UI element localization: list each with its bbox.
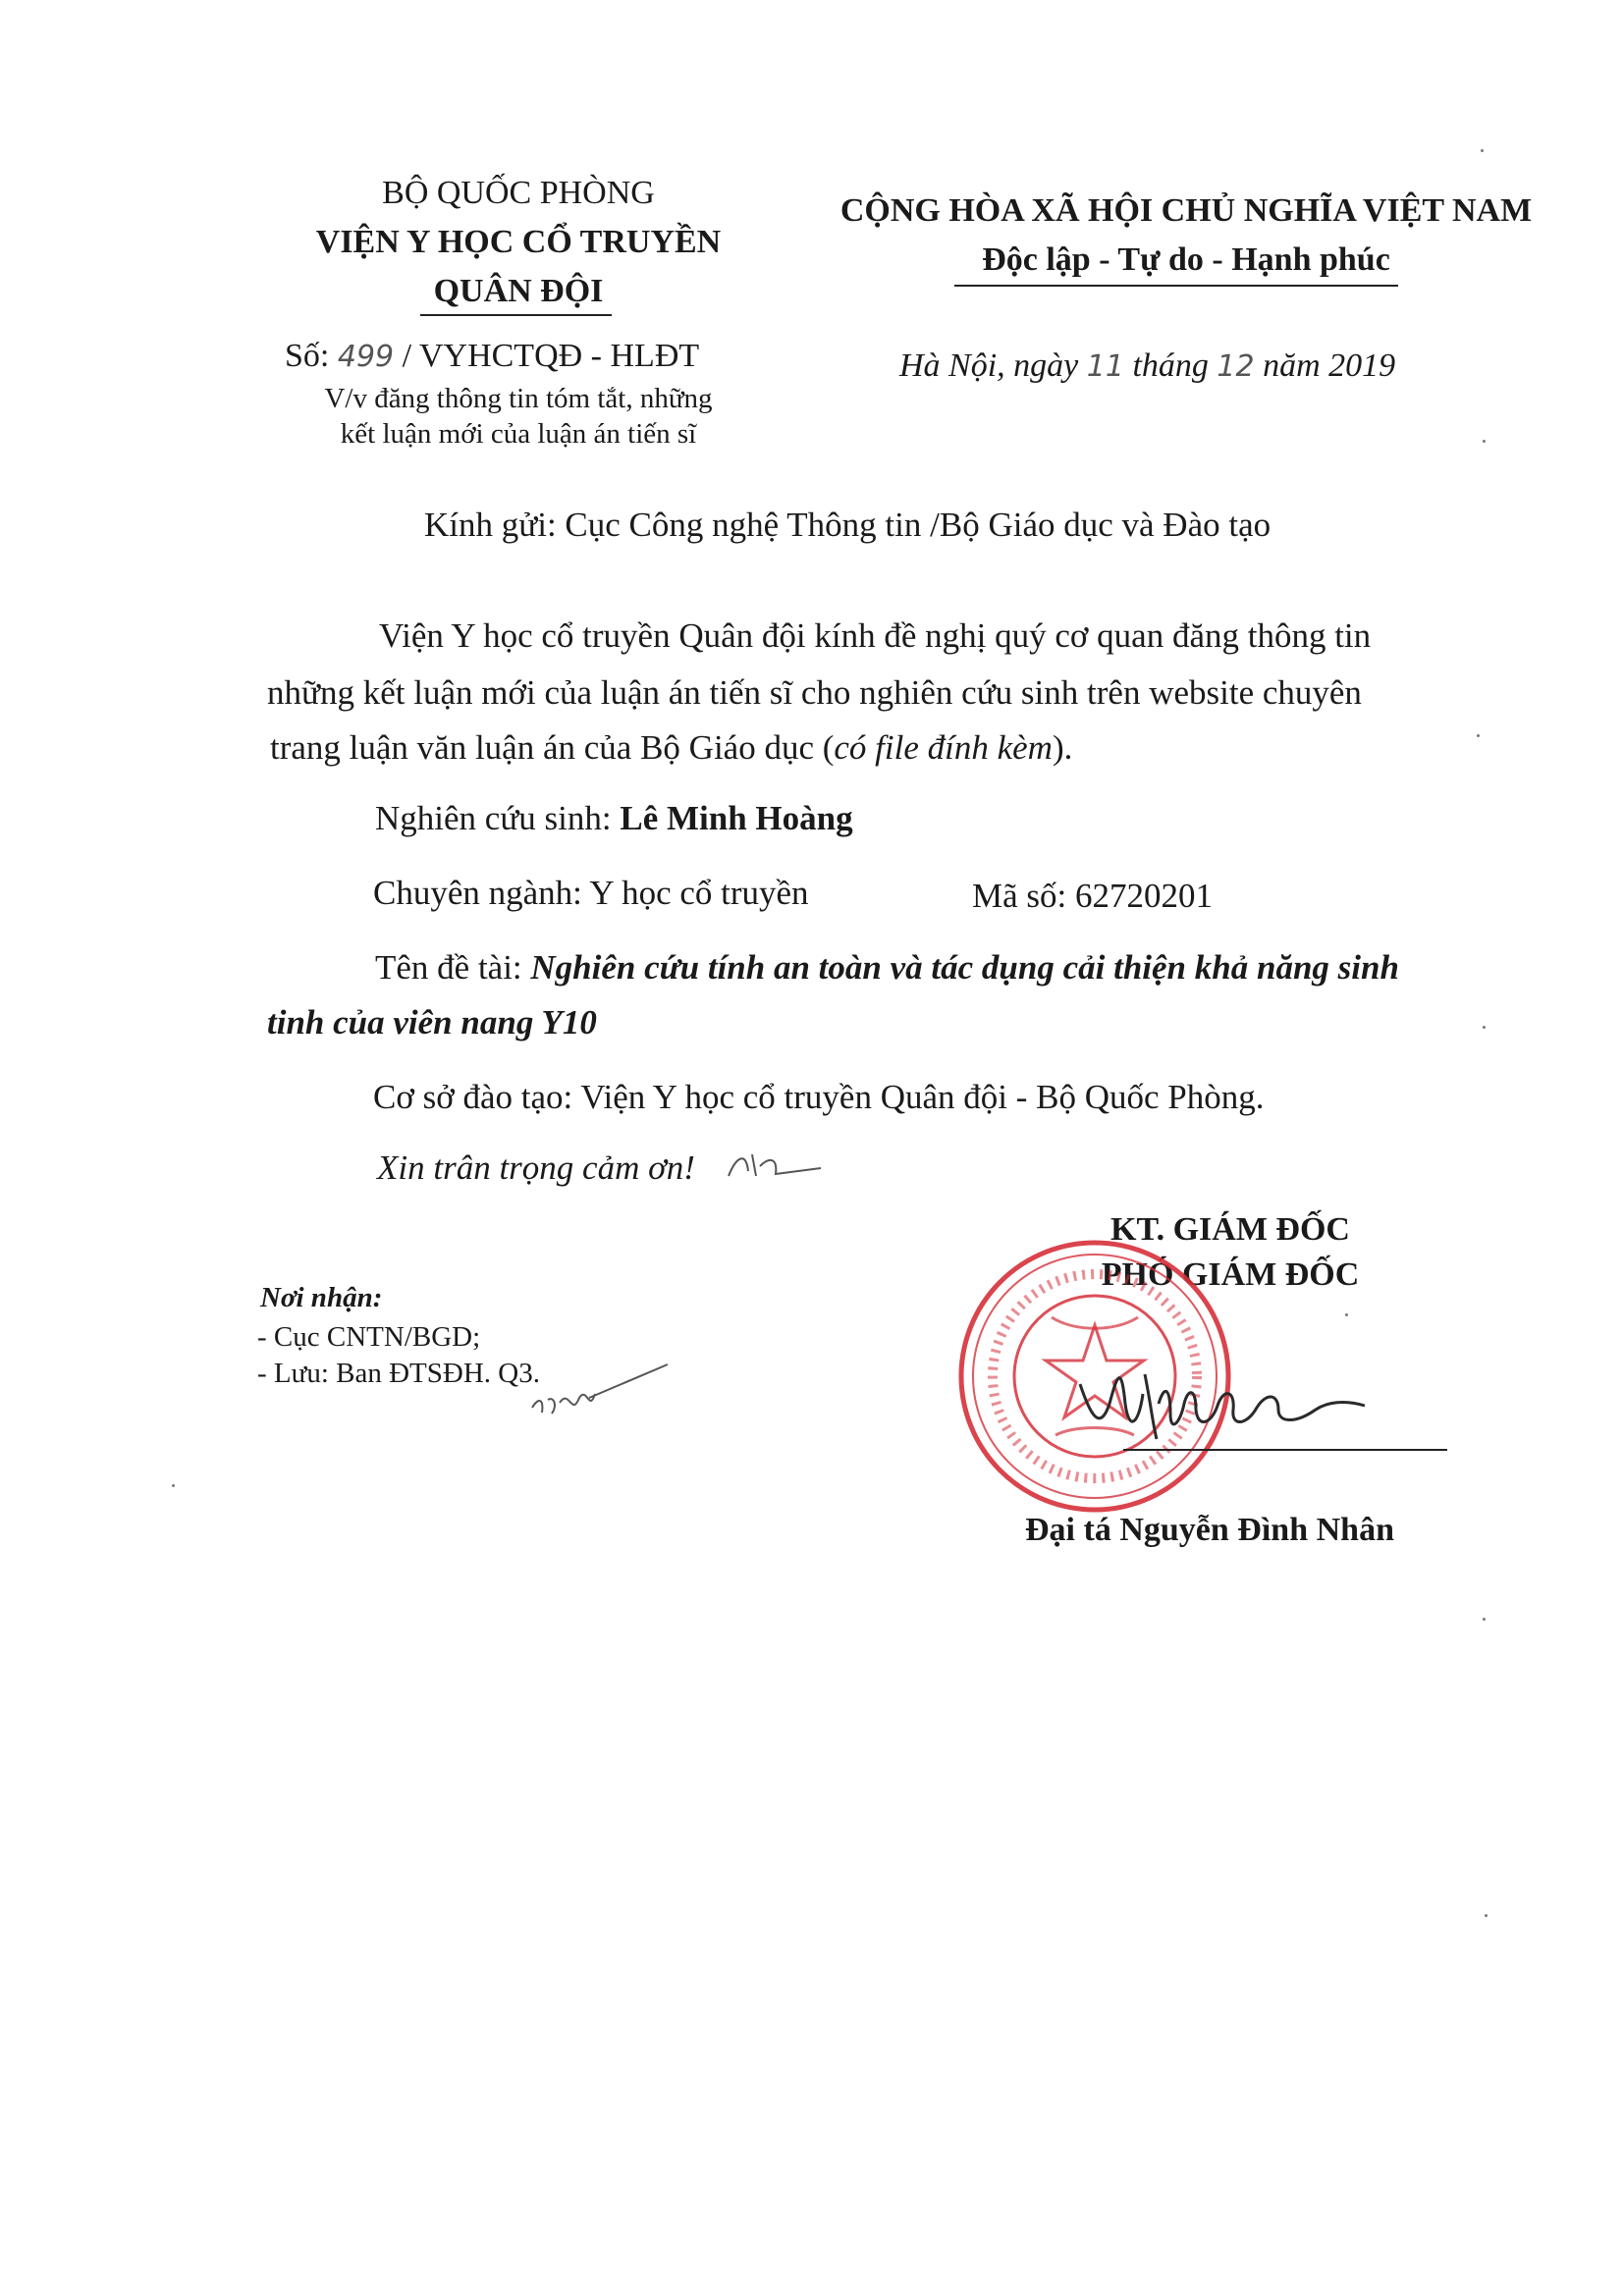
- major-line: Chuyên ngành: Y học cổ truyền: [373, 874, 809, 912]
- date-line: [899, 347, 1395, 385]
- topic-label: Tên đề tài:: [375, 948, 522, 987]
- body-line3-end: ).: [1052, 728, 1073, 767]
- header-left-underline: [420, 314, 612, 316]
- number-suffix: / VYHCTQĐ - HLĐT: [402, 338, 700, 374]
- scan-speck: [1485, 1914, 1488, 1917]
- motto-underline: [954, 285, 1398, 287]
- closing-line: Xin trân trọng cảm ơn!: [377, 1148, 695, 1187]
- handwritten-signature: [1070, 1345, 1463, 1463]
- date-place: Hà Nội, ngày: [899, 347, 1079, 384]
- attachment-note: có file đính kèm: [834, 728, 1053, 767]
- topic-title-line2: tinh của viên nang Y10: [267, 1003, 597, 1041]
- topic-line1: [375, 948, 1399, 988]
- document-number: [285, 338, 699, 375]
- scan-speck: [1477, 734, 1480, 737]
- signature-title-line1: KT. GIÁM ĐỐC: [1110, 1211, 1350, 1248]
- number-handwritten: 499: [337, 340, 395, 374]
- scan-speck: [1483, 440, 1486, 443]
- body-line2: những kết luận mới của luận án tiến sĩ cho nghiên cứu sinh trên website chuyên: [267, 673, 1362, 712]
- signature-title-line2: PHÓ GIÁM ĐỐC: [1101, 1256, 1360, 1293]
- recipients-title: Nơi nhận:: [260, 1282, 383, 1313]
- institute-name-line2: QUÂN ĐỘI: [433, 273, 604, 309]
- recipients-initials-mark: [530, 1359, 677, 1427]
- country-name: CỘNG HÒA XÃ HỘI CHỦ NGHĨA VIỆT NAM: [839, 192, 1533, 229]
- date-day: 11: [1086, 349, 1124, 384]
- signatory-name: Đại tá Nguyễn Đình Nhân: [1025, 1512, 1394, 1548]
- scan-speck: [1345, 1313, 1348, 1316]
- scan-speck: [1481, 149, 1484, 152]
- recipient-item-2: - Lưu: Ban ĐTSĐH. Q3.: [257, 1358, 540, 1389]
- scan-speck: [172, 1484, 175, 1487]
- recipient-line: Kính gửi: Cục Công nghệ Thông tin /Bộ Giáo dục và Đào tạo: [424, 506, 1271, 544]
- code-line: Mã số: 62720201: [972, 877, 1213, 915]
- body-line3: [270, 728, 1072, 768]
- date-year: năm 2019: [1263, 347, 1396, 384]
- recipient-item-1: - Cục CNTN/BGD;: [257, 1321, 481, 1353]
- topic-title-line1: Nghiên cứu tính an toàn và tác dụng cải thiện khả năng sinh: [530, 948, 1399, 987]
- training-institution-line: Cơ sở đào tạo: Viện Y học cổ truyền Quân đội - Bộ Quốc Phòng.: [373, 1078, 1265, 1116]
- ministry-name: BỘ QUỐC PHÒNG: [382, 175, 655, 211]
- date-month-label: tháng: [1132, 347, 1209, 384]
- date-month: 12: [1217, 349, 1255, 384]
- student-line: [375, 799, 853, 838]
- number-prefix: Số:: [285, 338, 330, 374]
- subject-line2: kết luận mới của luận án tiến sĩ: [340, 418, 697, 450]
- scan-speck: [1483, 1026, 1486, 1029]
- signature-underline: [1123, 1449, 1447, 1451]
- student-name: Lê Minh Hoàng: [620, 799, 853, 837]
- closing-initials-mark: [727, 1147, 825, 1186]
- subject-line1: V/v đăng thông tin tóm tắt, những: [324, 383, 713, 414]
- student-label: Nghiên cứu sinh:: [375, 799, 612, 837]
- institute-name-line1: VIỆN Y HỌC CỔ TRUYỀN: [315, 224, 722, 260]
- body-line3-start: trang luận văn luận án của Bộ Giáo dục (: [270, 728, 835, 767]
- body-line1: Viện Y học cổ truyền Quân đội kính đề nghị quý cơ quan đăng thông tin: [379, 616, 1372, 655]
- scan-speck: [1483, 1618, 1486, 1621]
- national-motto: Độc lập - Tự do - Hạnh phúc: [982, 241, 1390, 278]
